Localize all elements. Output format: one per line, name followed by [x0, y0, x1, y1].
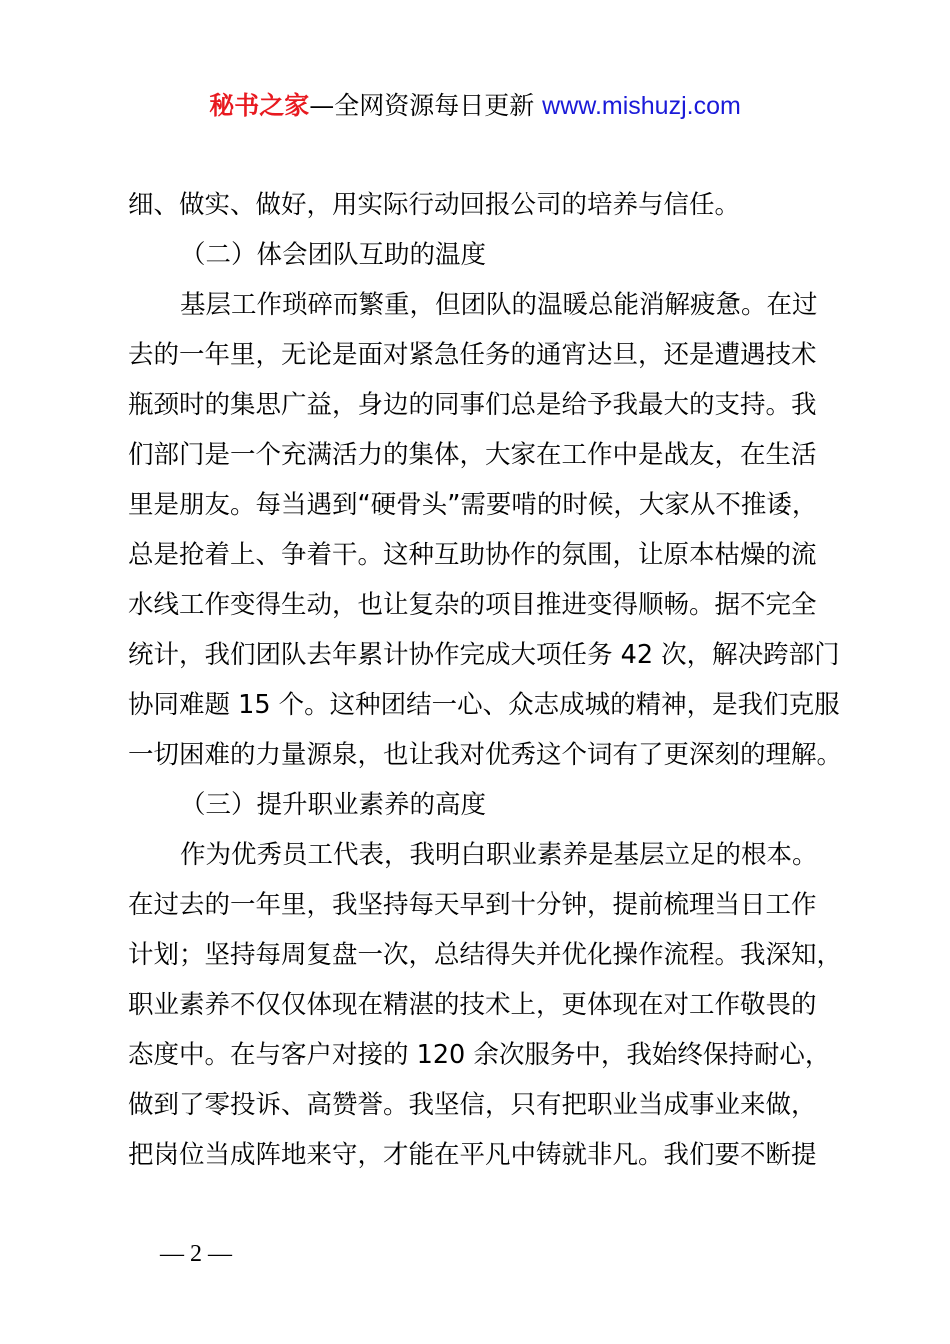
- header-tagline: —全网资源每日更新: [309, 91, 543, 120]
- text-line: 瓶颈时的集思广益，身边的同事们总是给予我最大的支持。我: [128, 390, 817, 420]
- text-line: 们部门是一个充满活力的集体，大家在工作中是战友，在生活: [128, 440, 817, 470]
- text-line: 态度中。在与客户对接的 120 余次服务中，我始终保持耐心，: [128, 1040, 831, 1070]
- document-body: [128, 180, 858, 1180]
- text-line: 里是朋友。每当遇到“硬骨头”需要啃的时候，大家从不推诿，: [128, 490, 818, 520]
- page-number: — 2 —: [160, 1241, 232, 1267]
- text-line: 水线工作变得生动，也让复杂的项目推进变得顺畅。据不完全: [128, 590, 817, 620]
- text-line: 细、做实、做好，用实际行动回报公司的培养与信任。: [128, 190, 741, 220]
- text-line: 做到了零投诉、高赞誉。我坚信，只有把职业当成事业来做，: [128, 1090, 817, 1120]
- text-line: 把岗位当成阵地来守，才能在平凡中铸就非凡。我们要不断提: [128, 1140, 817, 1170]
- site-url-link[interactable]: www.mishuzj.com: [542, 92, 741, 120]
- text-line: 基层工作琐碎而繁重，但团队的温暖总能消解疲惫。在过: [180, 290, 818, 320]
- text-line: 统计，我们团队去年累计协作完成大项任务 42 次，解决跨部门: [128, 640, 840, 670]
- brand-name: 秘书之家: [209, 91, 310, 120]
- text-line: 在过去的一年里，我坚持每天早到十分钟，提前梳理当日工作: [128, 890, 817, 920]
- text-line: 总是抢着上、争着干。这种互助协作的氛围，让原本枯燥的流: [128, 540, 817, 570]
- text-line: 一切困难的力量源泉，也让我对优秀这个词有了更深刻的理解。: [128, 740, 843, 770]
- text-line: 协同难题 15 个。这种团结一心、众志成城的精神，是我们克服: [128, 690, 840, 720]
- text-line: 计划；坚持每周复盘一次，总结得失并优化操作流程。我深知，: [128, 940, 843, 970]
- text-line: 作为优秀员工代表，我明白职业素养是基层立足的根本。: [180, 840, 818, 870]
- section-heading: （二）体会团队互助的温度: [180, 240, 487, 270]
- section-heading: （三）提升职业素养的高度: [180, 790, 487, 820]
- text-line: 职业素养不仅仅体现在精湛的技术上，更体现在对工作敬畏的: [128, 990, 817, 1020]
- site-header: [0, 88, 950, 124]
- text-line: 去的一年里，无论是面对紧急任务的通宵达旦，还是遭遇技术: [128, 340, 817, 370]
